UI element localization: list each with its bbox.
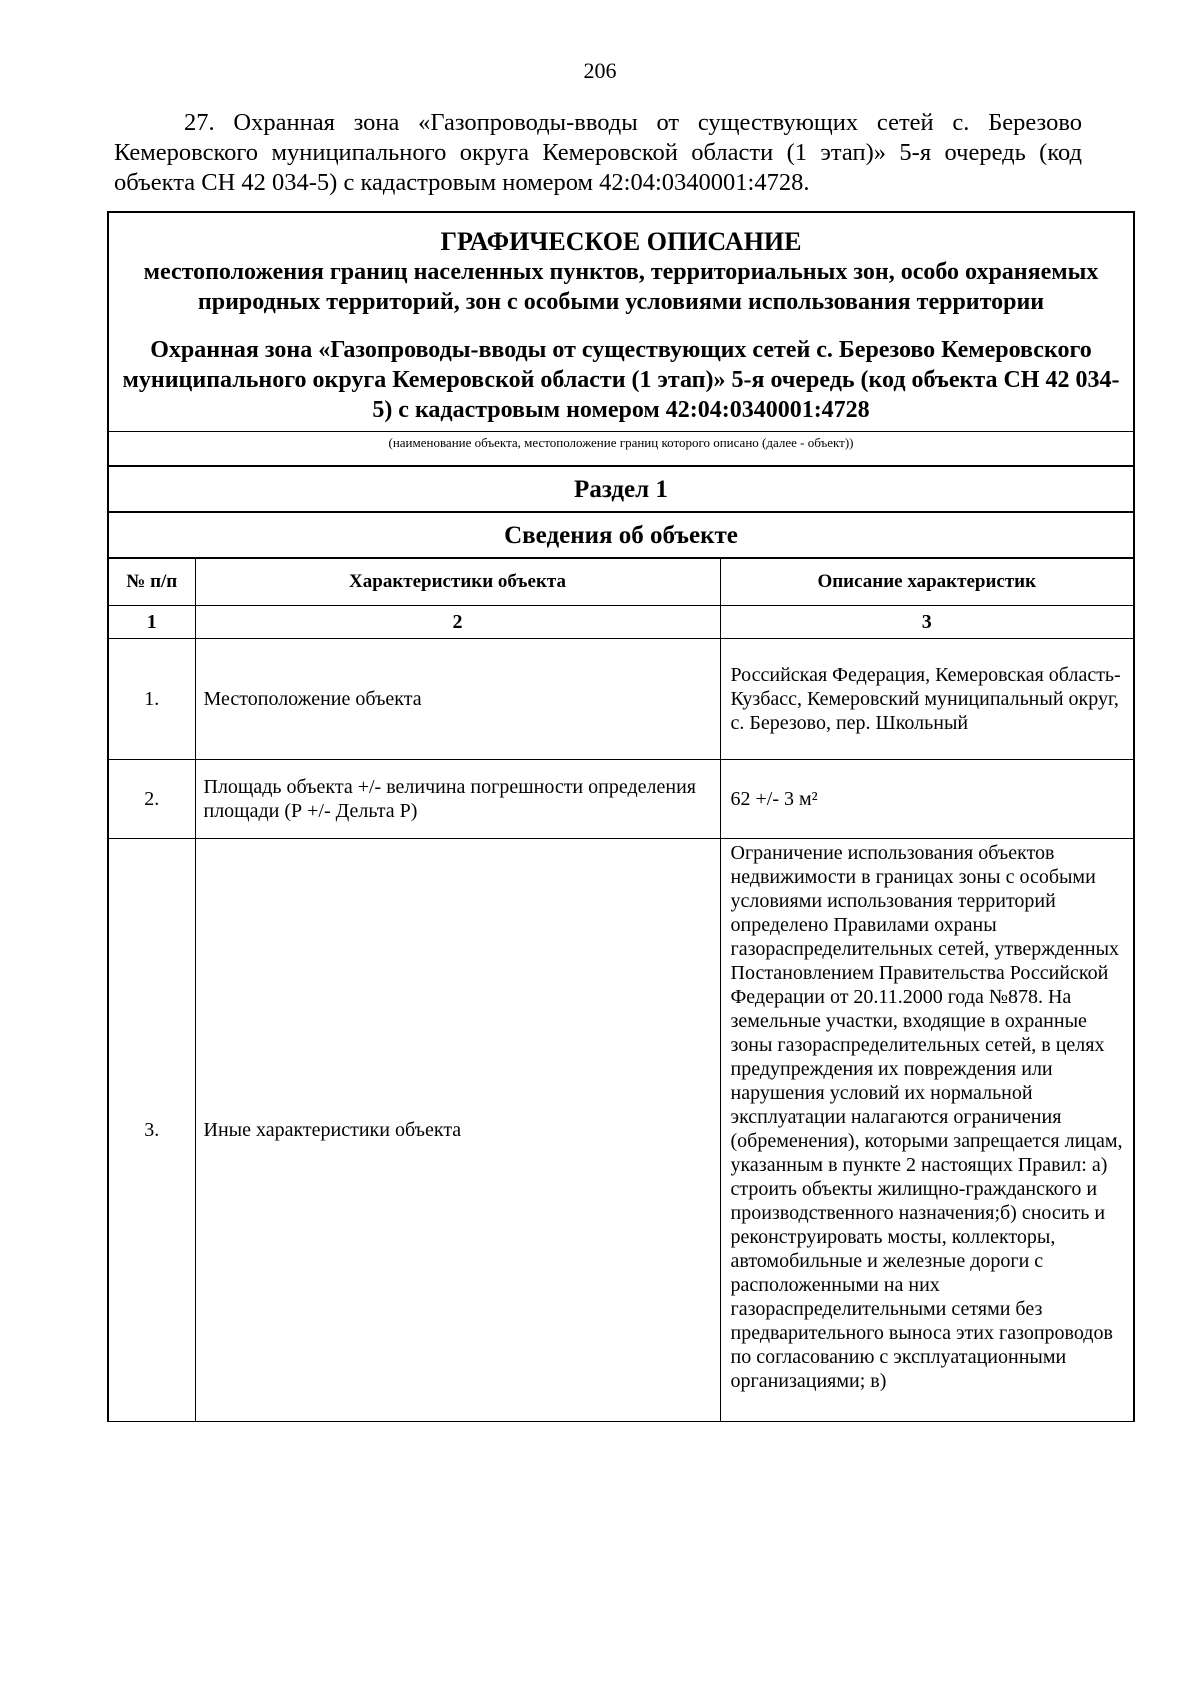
- section-title: Сведения об объекте: [109, 511, 1133, 557]
- section-label: Раздел 1: [109, 465, 1133, 511]
- column-number-row: [109, 606, 1133, 639]
- intro-paragraph: 27. Охранная зона «Газопроводы-вводы от существующих сетей с. Березово Кемеровского муниципального округа Кемеровской области (1 этап)» 5-я очередь (код объекта СН 42 034-5) с кадастровым номером 42:04:0340001:4728.: [114, 109, 1082, 196]
- column-header-number: № п/п: [109, 558, 195, 606]
- row-description: Российская Федерация, Кемеровская область-Кузбасс, Кемеровский муниципальный округ, с. Березово, пер. Школьный: [720, 639, 1133, 760]
- row-characteristic: Местоположение объекта: [195, 639, 720, 760]
- row-number: 3.: [109, 839, 195, 1422]
- column-number: 1: [109, 606, 195, 639]
- object-info-table: [109, 557, 1133, 1422]
- row-characteristic: Площадь объекта +/- величина погрешности определения площади (Р +/- Дельта Р): [195, 760, 720, 839]
- row-characteristic: Иные характеристики объекта: [195, 839, 720, 1422]
- table-header-row: [109, 558, 1133, 606]
- table-row: [109, 639, 1133, 760]
- table-row: [109, 839, 1133, 1422]
- document-title: ГРАФИЧЕСКОЕ ОПИСАНИЕ: [440, 227, 802, 256]
- form-header: [109, 213, 1133, 431]
- page-number: 206: [583, 58, 617, 83]
- row-number: 2.: [109, 760, 195, 839]
- column-header-characteristic: Характеристики объекта: [195, 558, 720, 606]
- row-description: Ограничение использования объектов недвижимости в границах зоны с особыми условиями использования территорий определено Правилами охраны газораспределительных сетей, утвержденных Постановлением Правительства Российской Федерации от 20.11.2000 года №878. На земельные участки, входящие в охранные зоны газораспределительных сетей, в целях предупреждения их повреждения или нарушения условий их нормальной эксплуатации налагаются ограничения (обременения), которыми запрещается лицам, указанным в пункте 2 настоящих Правил: а) строить объекты жилищно-гражданского и производственного назначения;б) сносить и реконструировать мосты, коллекторы, автомобильные и железные дороги с расположенными на них газораспределительными сетями без предварительного выноса этих газопроводов по согласованию с эксплуатационными организациями; в): [730, 842, 1123, 1392]
- column-header-description: Описание характеристик: [720, 558, 1133, 606]
- column-number: 2: [195, 606, 720, 639]
- document-subtitle: местоположения границ населенных пунктов, территориальных зон, особо охраняемых природных территорий, зон с особыми условиями использования территории: [143, 259, 1099, 315]
- row-number: 1.: [109, 639, 195, 760]
- object-name: Охранная зона «Газопроводы-вводы от существующих сетей с. Березово Кемеровского муниципального округа Кемеровской области (1 этап)» 5-я очередь (код объекта СН 42 034-5) с кадастровым номером 42:04:0340001:4728: [122, 337, 1120, 423]
- graphic-description-form: [107, 211, 1135, 1422]
- table-row: [109, 760, 1133, 839]
- column-number: 3: [720, 606, 1133, 639]
- row-description-cell: [720, 839, 1133, 1422]
- object-name-caption: (наименование объекта, местоположение границ которого описано (далее - объект)): [109, 431, 1133, 465]
- row-description: 62 +/- 3 м²: [720, 760, 1133, 839]
